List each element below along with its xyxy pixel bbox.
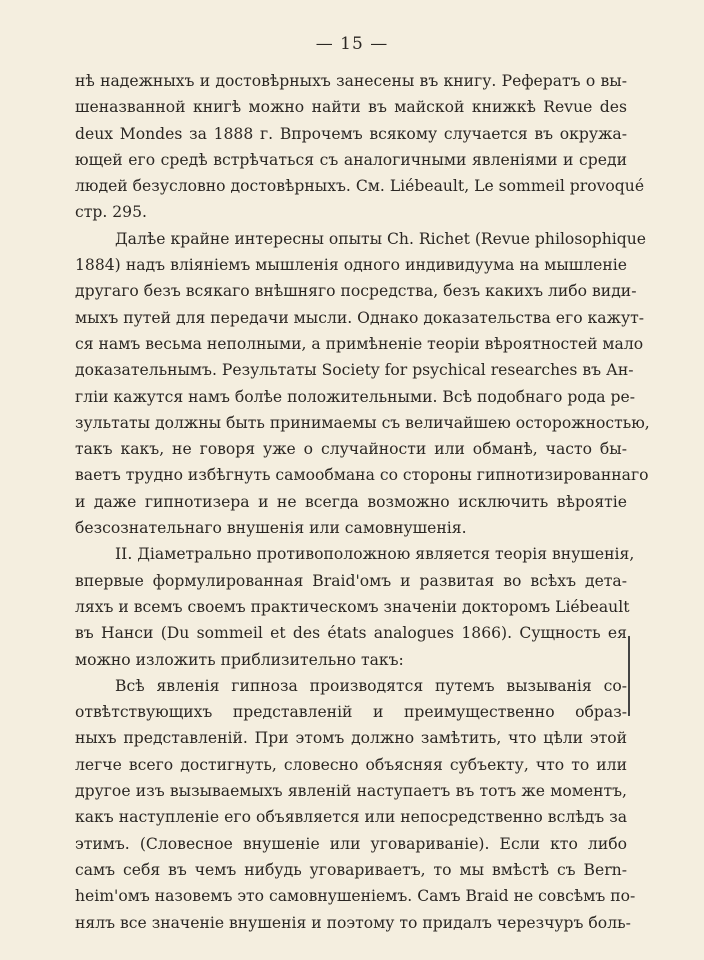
text-line: безсознательнаго внушенія или самовнушенія.	[75, 519, 467, 538]
text-line: этимъ. (Словесное внушеніе или уговариваніе). Если кто либо	[75, 834, 627, 853]
text-line: Далѣе крайне интересны опыты Ch. Richet (Revue philosophique	[115, 229, 646, 248]
text-line: нялъ все значеніе внушенія и поэтому то придалъ черезчуръ боль-	[75, 913, 631, 932]
text-line: heim'омъ назовемъ это самовнушеніемъ. Самъ Braid не совсѣмъ по-	[75, 887, 636, 906]
text-line: ющей его средѣ встрѣчаться съ аналогичными явленіями и среди	[75, 150, 627, 169]
text-line: ляхъ и всемъ своемъ практическомъ значеніи докторомъ Liébeault	[75, 597, 630, 616]
text-line: легче всего достигнуть, словесно объясняя субъекту, что то или	[75, 755, 627, 774]
text-line: нѣ надежныхъ и достовѣрныхъ занесены въ книгу. Рефератъ о вы-	[75, 72, 627, 90]
text-line: людей безусловно достовѣрныхъ. См. Liébeault, Le sommeil provoqué	[75, 177, 645, 196]
text-line: ваетъ трудно избѣгнуть самообмана со стороны гипнотизированнаго	[75, 466, 649, 485]
text-line: ныхъ представленій. При этомъ должно замѣтить, что цѣли этой	[75, 729, 627, 748]
text-line: доказательнымъ. Результаты Society for psychical researches въ Ан-	[75, 361, 634, 380]
text-line: зультаты должны быть принимаемы съ величайшею осторожностью,	[75, 413, 650, 432]
text-line: II. Діаметрально противоположною является теорія внушенія,	[115, 545, 635, 564]
text-line: другое изъ вызываемыхъ явленій наступаетъ въ тотъ же моментъ,	[75, 782, 627, 801]
text-line: стр. 295.	[75, 203, 147, 222]
text-line: другаго безъ всякаго внѣшняго посредства, безъ какихъ либо види-	[75, 282, 637, 301]
text-line: можно изложить приблизительно такъ:	[75, 650, 404, 669]
text-line: впервые формулированная Braid'омъ и развитая во всѣхъ дета-	[75, 571, 627, 590]
text-line: ся намъ весьма неполными, а примѣненіе теоріи вѣроятностей мало	[75, 334, 644, 353]
text-line: самъ себя въ чемъ нибудь уговариваетъ, то мы вмѣстѣ съ Bern-	[75, 860, 627, 879]
text-line: и даже гипнотизера и не всегда возможно исключить вѣроятіе	[75, 492, 627, 511]
text-line: 1884) надъ вліяніемъ мышленія одного индивидуума на мышленіе	[75, 256, 627, 275]
text-line: такъ какъ, не говоря уже о случайности или обманѣ, часто бы-	[75, 440, 627, 459]
text-line: мыхъ путей для передачи мысли. Однако доказательства его кажут-	[75, 308, 645, 327]
text-line: deux Mondes за 1888 г. Впрочемъ всякому случается въ окружа-	[75, 124, 627, 143]
body-text	[75, 68, 650, 936]
page-number: — 15 —	[315, 34, 389, 54]
text-line: какъ наступленіе его объявляется или непосредственно вслѣдъ за	[75, 808, 627, 827]
text-line: отвѣтствующихъ представленій и преимущественно образ-	[75, 703, 627, 722]
margin-bracket	[628, 636, 630, 716]
text-line: шеназванной книгѣ можно найти въ майской книжкѣ Revue des	[75, 98, 627, 117]
text-line: Всѣ явленія гипноза производятся путемъ вызыванія со-	[115, 676, 627, 695]
text-line: въ Нанси (Du sommeil et des états analogues 1866). Сущность ея	[75, 624, 627, 643]
text-line: гліи кажутся намъ болѣе положительными. Всѣ подобнаго рода ре-	[75, 387, 636, 406]
